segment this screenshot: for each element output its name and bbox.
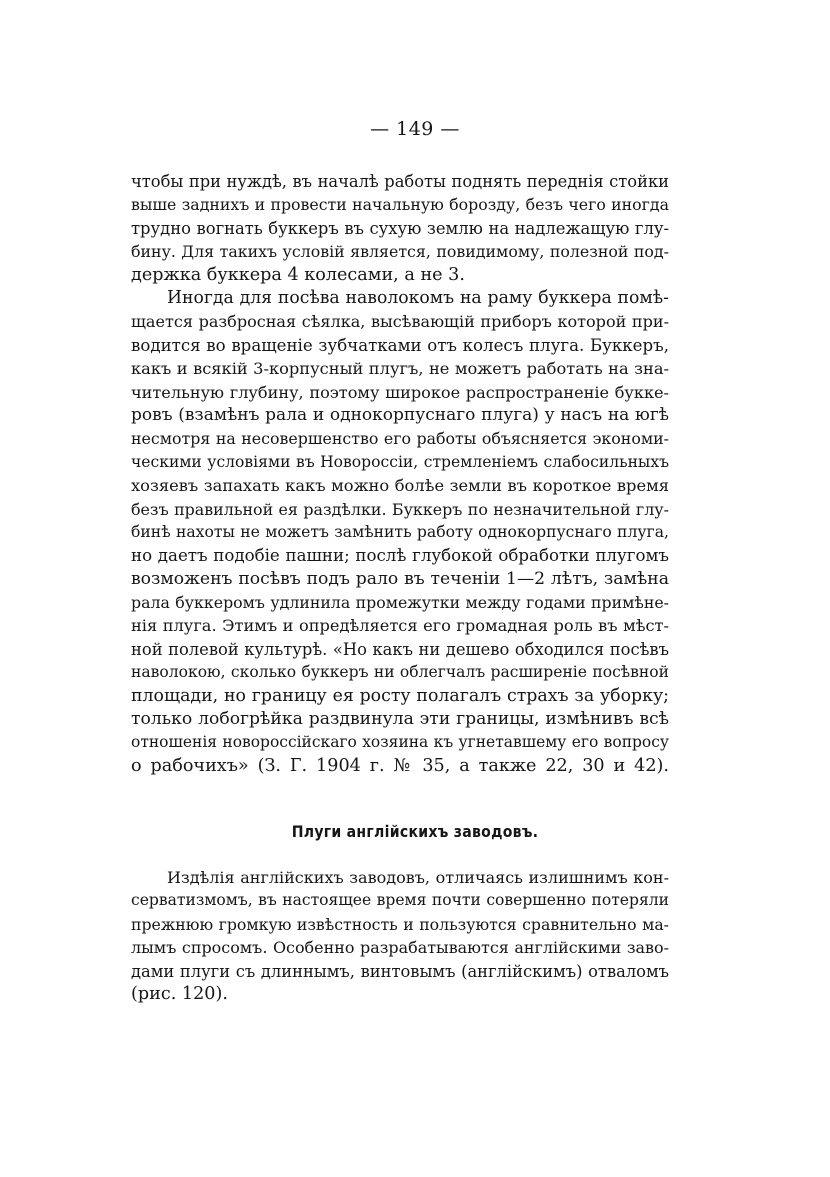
text-line: ной полевой культурѣ. «Но какъ ни дешево обходился посѣвъ (131, 639, 669, 659)
text-line: рала буккеромъ удлинила промежутки между годами примѣне- (131, 593, 669, 613)
text-line: ческими условіями въ Новороссіи, стремленіемъ слабосильныхъ (131, 452, 669, 471)
text-line: выше заднихъ и провести начальную борозду, безъ чего иногда (131, 195, 669, 215)
text-line: бинѣ нахоты не можетъ замѣнить работу однокорпуснаго плуга, (131, 522, 669, 541)
text-line: трудно вогнать буккеръ въ сухую землю на надлежащую глу- (131, 218, 669, 238)
paragraph-1 (131, 170, 669, 287)
page-number: — 149 — (370, 118, 460, 140)
text-line: какъ и всякій 3-корпусный плугъ, не можетъ работать на зна- (131, 359, 669, 379)
text-line: возможенъ посѣвъ подъ рало въ теченіи 1—2 лѣтъ, замѣна (131, 568, 669, 589)
text-line: серватизмомъ, въ настоящее время почти совершенно потеряли (131, 891, 669, 910)
text-line: прежнюю громкую извѣстность и пользуются сравнительно ма- (131, 914, 669, 934)
text-line: ровъ (взамѣнъ рала и однокорпуснаго плуга) у насъ на югѣ (131, 404, 669, 425)
text-line: дами плуги съ длиннымъ, винтовымъ (англійскимъ) отваломъ (131, 961, 669, 981)
text-line: бину. Для такихъ условій является, повидимому, полезной под- (131, 242, 669, 262)
text-line: несмотря на несовершенство его работы объясняется экономи- (131, 429, 669, 449)
text-line: (рис. 120). (131, 983, 228, 1004)
text-line: Иногда для посѣва наволокомъ на раму буккера помѣ- (167, 288, 669, 308)
text-line: площади, но границу ея росту полагалъ страхъ за уборку; (131, 685, 669, 706)
text-line: нія плуга. Этимъ и опредѣляется его громадная роль въ мѣст- (131, 616, 669, 636)
section-heading: Плуги англійскихъ заводовъ. (291, 822, 539, 841)
text-line: щается разбросная сѣялка, высѣвающій приборъ которой при- (131, 312, 669, 332)
text-line: Издѣлія англійскихъ заводовъ, отличаясь излишнимъ кон- (167, 868, 669, 887)
text-line: лымъ спросомъ. Особенно разрабатываются англійскими заво- (131, 938, 669, 958)
text-line: безъ правильной ея раздѣлки. Буккеръ по незначительной глу- (131, 499, 669, 519)
paragraph-3 (131, 866, 669, 1006)
text-line: чительную глубину, поэтому широкое распространеніе букке- (131, 382, 669, 402)
text-line: чтобы при нуждѣ, въ началѣ работы поднять переднія стойки (131, 172, 669, 191)
text-line: о рабочихъ» (З. Г. 1904 г. № 35, а также 22, 30 и 42). (131, 755, 669, 776)
text-line: только лобогрѣйка раздвинула эти границы, измѣнивъ всѣ (131, 709, 669, 730)
text-line: держка буккера 4 колесами, а не 3. (131, 264, 465, 285)
text-line: но даетъ подобіе пашни; послѣ глубокой обработки плугомъ (131, 546, 669, 566)
paragraph-2 (131, 287, 669, 778)
text-line: наволокою, сколько буккеръ ни облегчалъ расширеніе посѣвной (131, 663, 669, 682)
text-line: водится во вращеніе зубчатками отъ колесъ плуга. Буккеръ, (131, 335, 669, 355)
text-line: хозяевъ запахать какъ можно болѣе земли въ короткое время (131, 476, 669, 496)
text-line: отношенія новороссійскаго хозяина къ угнетавшему его вопросу (131, 733, 669, 752)
